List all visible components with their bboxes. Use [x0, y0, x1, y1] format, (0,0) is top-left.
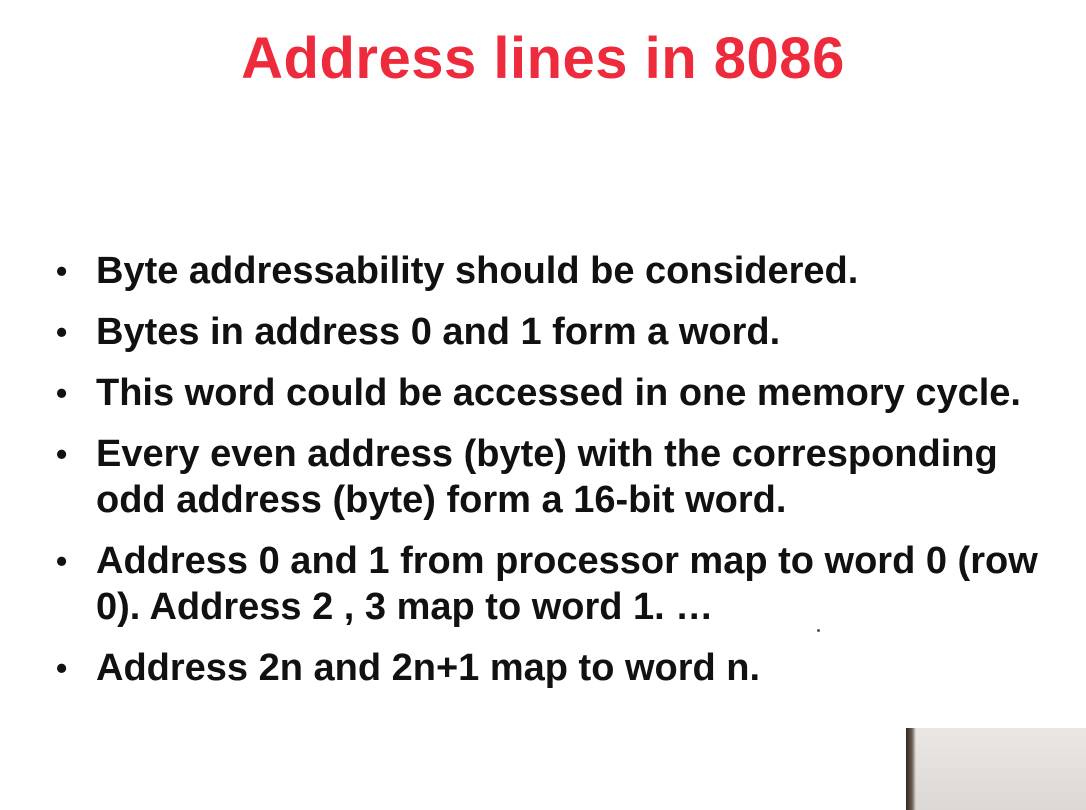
- bullet-text: Byte addressability should be considered.: [96, 250, 859, 292]
- bullet-text: Every even address (byte) with the corresponding odd address (byte) form a 16-bit word.: [96, 433, 998, 521]
- bullet-text: Address 0 and 1 from processor map to word 0 (row 0). Address 2 , 3 map to word 1. …: [96, 540, 1038, 628]
- bullet-dot-icon: •: [56, 253, 68, 289]
- bullet-item: [50, 309, 1040, 355]
- bullet-text: Address 2n and 2n+1 map to word n.: [96, 647, 761, 689]
- bullet-text: This word could be accessed in one memory cycle.: [96, 372, 1021, 414]
- bullet-item: [50, 431, 1040, 523]
- bullet-text: Bytes in address 0 and 1 form a word.: [96, 311, 781, 353]
- bullet-dot-icon: •: [56, 543, 68, 579]
- webcam-overlay: [906, 728, 1086, 810]
- bullet-dot-icon: •: [56, 375, 68, 411]
- bullet-dot-icon: •: [56, 436, 68, 472]
- slide-title: Address lines in 8086: [241, 26, 845, 91]
- bullet-item: [50, 538, 1040, 630]
- bullet-dot-icon: •: [56, 314, 68, 350]
- webcam-person-edge: [906, 728, 916, 810]
- dust-speck: [817, 629, 820, 632]
- bullet-list: [50, 248, 1040, 706]
- bullet-item: [50, 370, 1040, 416]
- bullet-item: [50, 645, 1040, 691]
- bullet-dot-icon: •: [56, 650, 68, 686]
- bullet-item: [50, 248, 1040, 294]
